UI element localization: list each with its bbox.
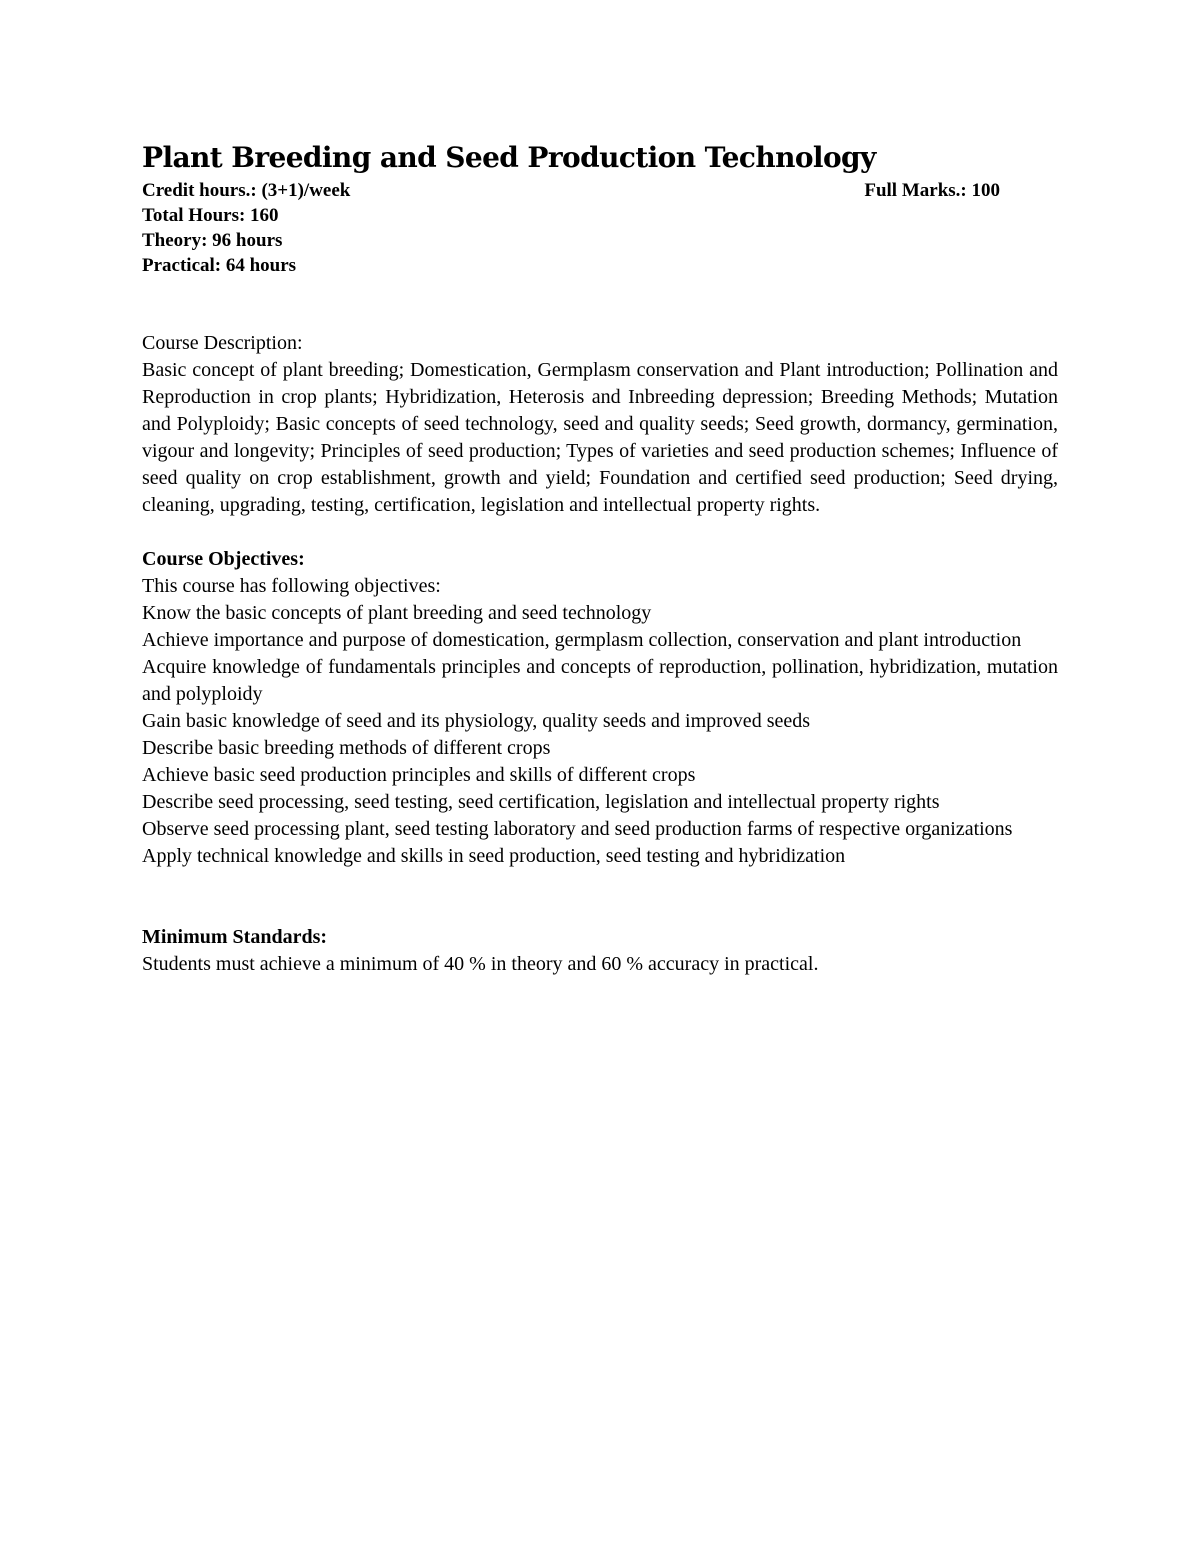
course-description-text: Basic concept of plant breeding; Domestication, Germplasm conservation and Plant introduction; Pollination and Reproduction in crop plants; Hybridization, Heterosis and Inbreeding depression; Breeding Methods; Mutation and Polyploidy; Basic concepts of seed technology, seed and quality seeds; Seed growth, dormancy, germination, vigour and longevity; Principles of seed production; Types of varieties and seed production schemes; Influence of seed quality on crop establishment, growth and yield; Foundation and certified seed production; Seed drying, cleaning, upgrading, testing, certification, legislation and intellectual property rights. (142, 359, 1058, 516)
course-description-label: Course Description: (142, 332, 303, 354)
practical-hours: Practical: 64 hours (142, 255, 297, 276)
course-meta (142, 178, 1058, 278)
course-objectives-intro: This course has following objectives: (142, 575, 441, 597)
course-objectives-heading: Course Objectives: (142, 548, 305, 570)
objectives-list (142, 600, 1058, 870)
credit-hours: Credit hours.: (3+1)/week (142, 180, 351, 201)
objective-item: Describe seed processing, seed testing, seed certification, legislation and intellectual property rights (142, 791, 940, 813)
credit-row (142, 178, 1058, 203)
objective-item: Acquire knowledge of fundamentals principles and concepts of reproduction, pollination, hybridization, mutation and polyploidy (142, 656, 1058, 705)
objective-item: Know the basic concepts of plant breeding and seed technology (142, 602, 652, 624)
objective-item: Achieve importance and purpose of domestication, germplasm collection, conservation and plant introduction (142, 629, 1022, 651)
objective-item: Observe seed processing plant, seed testing laboratory and seed production farms of respective organizations (142, 818, 1013, 840)
page-title: Plant Breeding and Seed Production Technology (142, 141, 876, 174)
minimum-standards-text: Students must achieve a minimum of 40 % in theory and 60 % accuracy in practical. (142, 953, 819, 975)
document-page (142, 138, 1058, 978)
total-hours: Total Hours: 160 (142, 205, 279, 226)
objective-item: Achieve basic seed production principles and skills of different crops (142, 764, 696, 786)
objective-item: Apply technical knowledge and skills in seed production, seed testing and hybridization (142, 845, 846, 867)
minimum-standards-heading: Minimum Standards: (142, 926, 328, 948)
full-marks: Full Marks.: 100 (864, 180, 1000, 201)
objective-item: Describe basic breeding methods of different crops (142, 737, 551, 759)
theory-hours: Theory: 96 hours (142, 230, 283, 251)
objective-item: Gain basic knowledge of seed and its physiology, quality seeds and improved seeds (142, 710, 811, 732)
